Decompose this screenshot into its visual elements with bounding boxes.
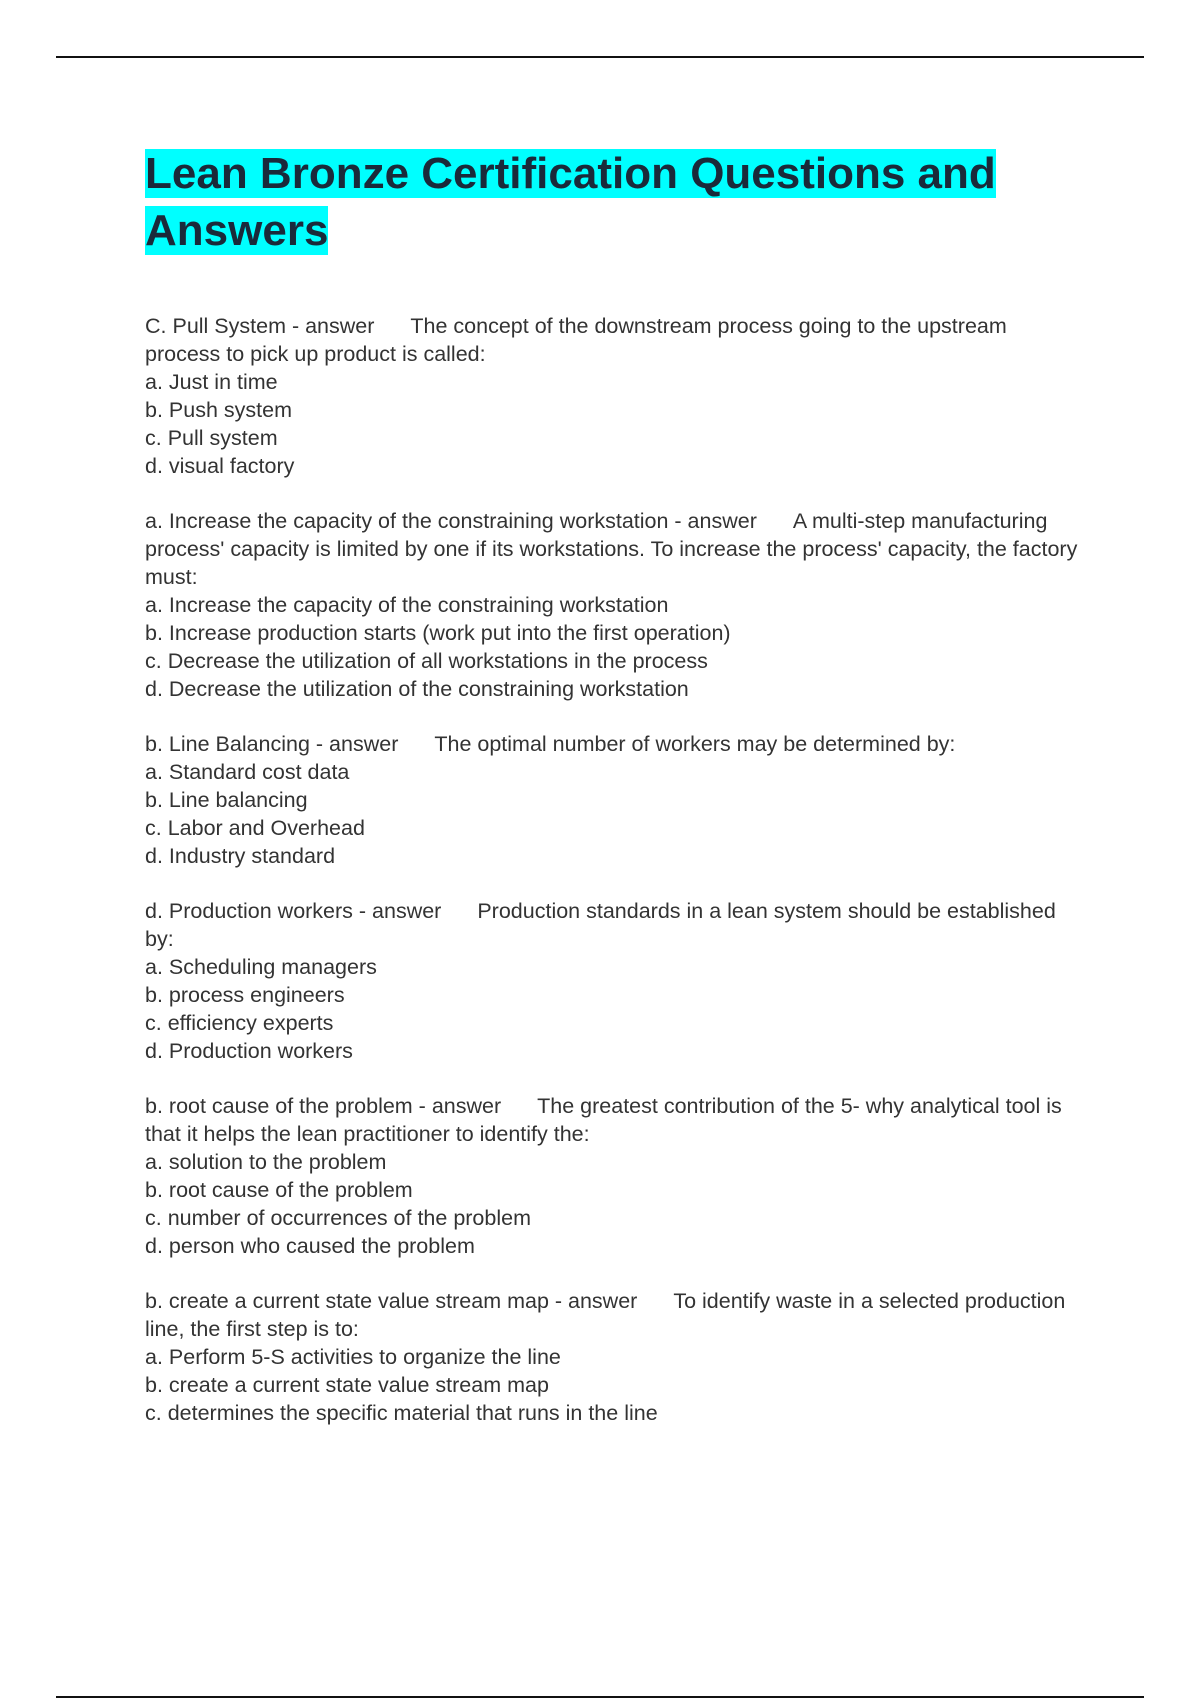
title-highlight: Lean Bronze Certification Questions and Answers [145,149,996,255]
qa-item-3 [145,730,1080,870]
qa-option: d. Production workers [145,1039,353,1063]
qa-option: c. determines the specific material that runs in the line [145,1401,658,1425]
qa-option: d. Industry standard [145,844,336,868]
qa-option: b. Increase production starts (work put into the first operation) [145,621,731,645]
qa-question: A multi-step manufacturing process' capacity is limited by one if its workstations. To increase the process' capacity, the factory must: [145,509,1078,589]
qa-option: b. root cause of the problem [145,1178,413,1202]
qa-option: c. Decrease the utilization of all workstations in the process [145,649,708,673]
qa-list [145,312,1080,1454]
qa-answer: a. Increase the capacity of the constraining workstation - answer [145,509,757,533]
qa-question-line [145,1287,1080,1343]
bottom-rule [56,1696,1144,1698]
qa-question-line [145,897,1080,953]
qa-answer: b. Line Balancing - answer [145,732,399,756]
qa-item-2 [145,507,1080,703]
qa-option: d. person who caused the problem [145,1234,475,1258]
qa-item-5 [145,1092,1080,1260]
qa-question-line [145,507,1080,591]
qa-answer: C. Pull System - answer [145,314,375,338]
qa-option: a. Increase the capacity of the constraining workstation [145,593,669,617]
qa-option: b. create a current state value stream map [145,1373,549,1397]
qa-option: c. number of occurrences of the problem [145,1206,531,1230]
qa-question: The greatest contribution of the 5- why analytical tool is that it helps the lean practitioner to identify the: [145,1094,1062,1146]
qa-answer: b. create a current state value stream map - answer [145,1289,638,1313]
qa-answer: d. Production workers - answer [145,899,442,923]
qa-option: b. process engineers [145,983,345,1007]
qa-option: c. Labor and Overhead [145,816,365,840]
qa-item-4 [145,897,1080,1065]
qa-option: a. Just in time [145,370,278,394]
qa-option: a. Standard cost data [145,760,350,784]
qa-option: d. Decrease the utilization of the constraining workstation [145,677,689,701]
qa-option: a. solution to the problem [145,1150,387,1174]
page-title [145,145,1085,259]
qa-option: a. Scheduling managers [145,955,377,979]
qa-question: The optimal number of workers may be determined by: [434,732,956,756]
qa-item-1 [145,312,1080,480]
qa-item-6 [145,1287,1080,1427]
qa-question-line [145,1092,1080,1148]
qa-question-line [145,730,1080,758]
qa-question: Production standards in a lean system should be established by: [145,899,1056,951]
qa-option: b. Line balancing [145,788,308,812]
qa-option: d. visual factory [145,454,295,478]
qa-question-line [145,312,1080,368]
qa-question: To identify waste in a selected production line, the first step is to: [145,1289,1066,1341]
qa-question: The concept of the downstream process going to the upstream process to pick up product is called: [145,314,1007,366]
qa-option: a. Perform 5-S activities to organize the line [145,1345,561,1369]
qa-option: c. efficiency experts [145,1011,334,1035]
top-rule [56,56,1144,58]
qa-option: c. Pull system [145,426,278,450]
qa-option: b. Push system [145,398,292,422]
qa-answer: b. root cause of the problem - answer [145,1094,502,1118]
